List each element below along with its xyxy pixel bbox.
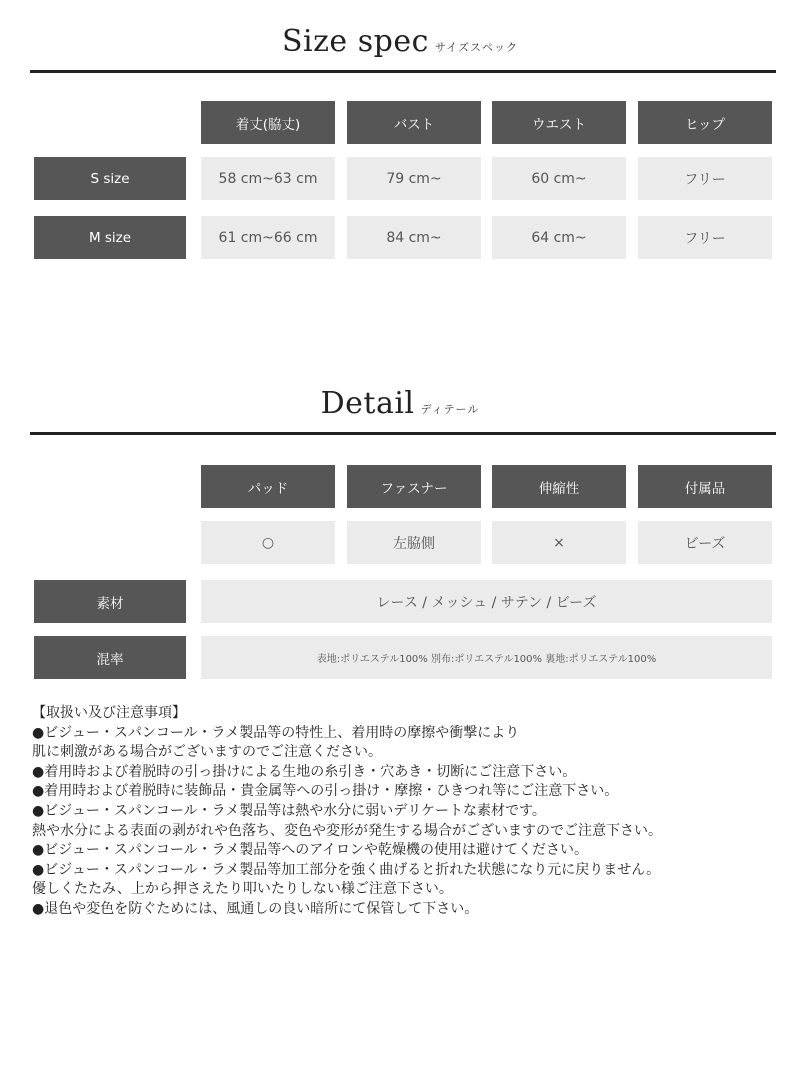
detail-pad-value: ○ [201, 521, 335, 564]
size-header-bust: バスト [347, 101, 481, 144]
size-s-bust: 79 cm~ [347, 157, 481, 200]
size-spec-subtitle: サイズスペック [434, 41, 519, 54]
care-line: ●ビジュー・スパンコール・ラメ製品等の特性上、着用時の摩擦や衝撃により [32, 724, 520, 741]
care-line: 肌に刺激がある場合がございますのでご注意ください。 [32, 744, 382, 761]
size-header-waist: ウエスト [492, 101, 626, 144]
blend-label: 混率 [34, 636, 186, 679]
material-value: レース / メッシュ / サテン / ビーズ [201, 580, 772, 623]
care-line: ●ビジュー・スパンコール・ラメ製品等へのアイロンや乾燥機の使用は避けてください。 [32, 842, 588, 859]
care-line: ●着用時および着脱時に装飾品・貴金属等への引っ掛け・摩擦・ひきつれ等にご注意下さい。 [32, 783, 619, 800]
size-header-hip: ヒップ [638, 101, 772, 144]
detail-header-pad: パッド [201, 465, 335, 508]
size-spec-heading [0, 24, 800, 59]
care-line: ●着用時および着脱時の引っ掛けによる生地の糸引き・穴あき・切断にご注意下さい。 [32, 763, 577, 780]
detail-accessories-value: ビーズ [638, 521, 772, 564]
size-spec-divider [30, 70, 776, 73]
size-header-length: 着丈(脇丈) [201, 101, 335, 144]
size-spec-title: Size spec [281, 24, 429, 59]
size-m-hip: フリー [638, 216, 772, 259]
detail-header-accessories: 付属品 [638, 465, 772, 508]
detail-zipper-value: 左脇側 [347, 521, 481, 564]
material-label: 素材 [34, 580, 186, 623]
detail-stretch-value: × [492, 521, 626, 564]
detail-header-zipper: ファスナー [347, 465, 481, 508]
care-line: ●ビジュー・スパンコール・ラメ製品等加工部分を強く曲げると折れた状態になり元に戻りません。 [32, 861, 661, 878]
care-notes [32, 704, 772, 920]
size-m-waist: 64 cm~ [492, 216, 626, 259]
size-s-waist: 60 cm~ [492, 157, 626, 200]
size-m-bust: 84 cm~ [347, 216, 481, 259]
detail-divider [30, 432, 776, 435]
detail-subtitle: ディテール [420, 403, 480, 416]
size-s-length: 58 cm~63 cm [201, 157, 335, 200]
size-row-label-m: M size [34, 216, 186, 259]
blend-value: 表地:ポリエステル100% 別布:ポリエステル100% 裏地:ポリエステル100% [201, 636, 772, 679]
detail-header-stretch: 伸縮性 [492, 465, 626, 508]
care-line: ●ビジュー・スパンコール・ラメ製品等は熱や水分に弱いデリケートな素材です。 [32, 802, 546, 819]
care-line: 優しくたたみ、上から押さえたり叩いたりしない様ご注意下さい。 [32, 881, 453, 898]
size-s-hip: フリー [638, 157, 772, 200]
size-row-label-s: S size [34, 157, 186, 200]
care-line: 熱や水分による表面の剥がれや色落ち、変色や変形が発生する場合がございますのでご注意下さい。 [32, 822, 662, 839]
care-line: 【取扱い及び注意事項】 [32, 705, 186, 721]
care-line: ●退色や変色を防ぐためには、風通しの良い暗所にて保管して下さい。 [32, 900, 479, 917]
detail-heading [0, 386, 800, 421]
size-m-length: 61 cm~66 cm [201, 216, 335, 259]
detail-title: Detail [320, 386, 415, 421]
